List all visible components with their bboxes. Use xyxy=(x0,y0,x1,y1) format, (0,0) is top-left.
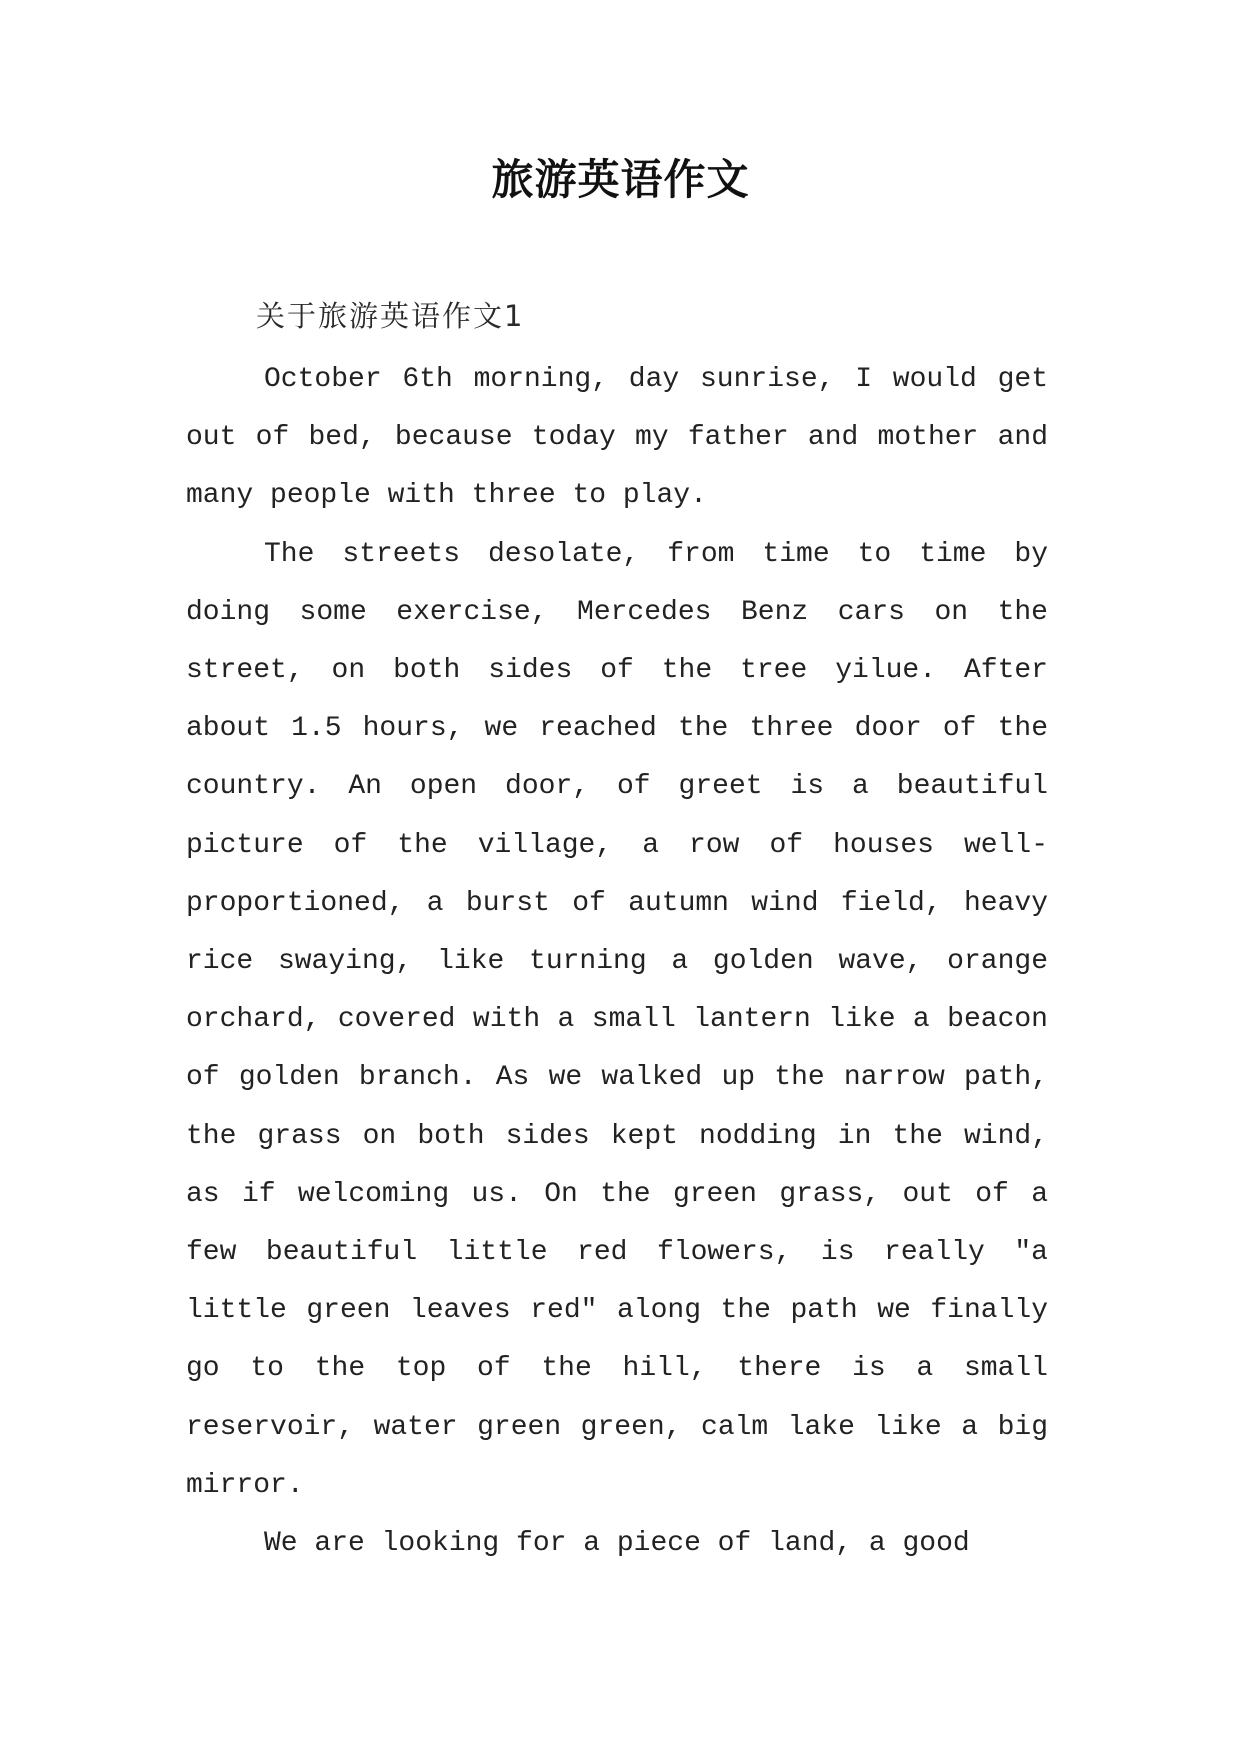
paragraph: October 6th morning, day sunrise, I would get out of bed, because today my father and mother and many people with three to play. xyxy=(186,364,1048,512)
paragraph: We are looking for a piece of land, a good xyxy=(264,1528,970,1560)
document-title: 旅游英语作文 xyxy=(491,155,750,204)
paragraph: The streets desolate, from time to time by doing some exercise, Mercedes Benz cars on the street, on both sides of the tree yilue. After about 1.5 hours, we reached the three door of the country. An open door, of greet is a beautiful picture of the village, a row of houses well-proportioned, a burst of autumn wind field, heavy rice swaying, like turning a golden wave, orange orchard, covered with a small lantern like a beacon of golden branch. As we walked up the narrow path, the grass on both sides kept nodding in the wind, as if welcoming us. On the green grass, out of a few beautiful little red flowers, is really "a little green leaves red" along the path we finally go to the top of the hill, there is a small reservoir, water green green, calm lake like a big mirror. xyxy=(186,538,1048,1501)
document-body xyxy=(186,351,1048,1573)
section-heading: 关于旅游英语作文1 xyxy=(256,299,525,333)
